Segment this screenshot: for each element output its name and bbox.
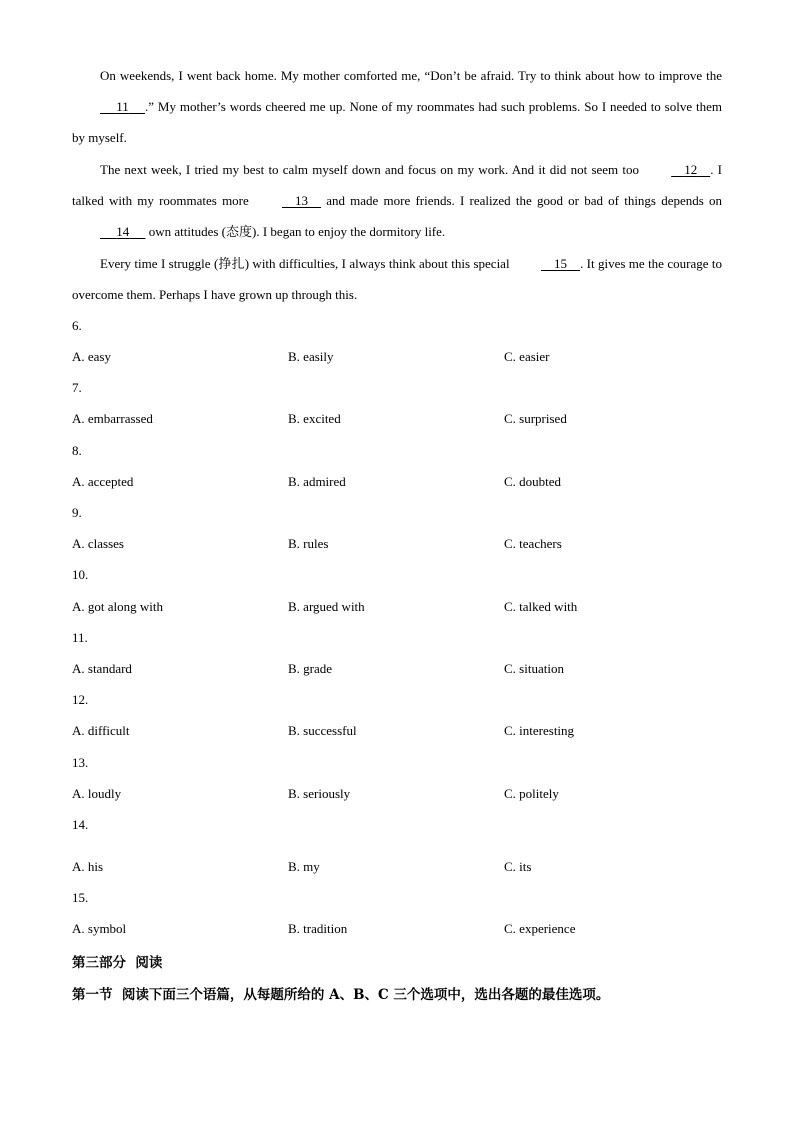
option-c[interactable]: C. experience xyxy=(504,921,576,936)
option-c[interactable]: C. doubted xyxy=(504,474,562,489)
question-number: 8. xyxy=(72,443,82,458)
option-a[interactable]: A. difficult xyxy=(72,723,130,738)
option-a[interactable]: A. his xyxy=(72,859,104,874)
option-a[interactable]: A. easy xyxy=(72,349,111,364)
blank-11[interactable]: 11 xyxy=(116,99,129,115)
passage-paragraph-2 xyxy=(72,154,722,248)
paragraph-text: On weekends, I went back home. My mother comforted me, “Don’t be afraid. Try to think about how to improve the xyxy=(100,68,722,83)
paragraph-text: Every time I struggle (挣扎) with difficulties, I always think about this special xyxy=(100,256,513,271)
option-c[interactable]: C. politely xyxy=(504,786,559,801)
option-b[interactable]: B. rules xyxy=(288,536,329,551)
option-a[interactable]: A. got along with xyxy=(72,599,163,614)
option-b[interactable]: B. excited xyxy=(288,411,341,426)
option-c[interactable]: C. surprised xyxy=(504,411,567,426)
option-b[interactable]: B. admired xyxy=(288,474,346,489)
paragraph-text: own attitudes (态度). I began to enjoy the dormitory life. xyxy=(145,224,446,240)
paragraph-text: .” My mother’s words cheered me up. None of my roommates had such problems. So I needed to solve them by myself. xyxy=(72,99,722,146)
option-b[interactable]: B. seriously xyxy=(288,786,351,801)
paragraph-text: The next week, I tried my best to calm myself down and focus on my work. And it did not seem too xyxy=(100,162,644,177)
option-a[interactable]: A. embarrassed xyxy=(72,411,153,426)
question-number: 14. xyxy=(72,817,89,832)
question-number: 13. xyxy=(72,755,89,770)
paragraph-text: . It gives me the courage to overcome them. Perhaps I have grown up through this. xyxy=(72,256,722,303)
section-title: 第三部分 阅读 xyxy=(72,955,163,971)
paragraph-text: and made more friends. I realized the good or bad of things depends on xyxy=(321,193,723,209)
passage-paragraph-1 xyxy=(72,60,722,154)
option-c[interactable]: C. its xyxy=(504,859,532,874)
option-b[interactable]: B. argued with xyxy=(288,599,365,614)
option-b[interactable]: B. successful xyxy=(288,723,357,738)
question-number: 12. xyxy=(72,692,89,707)
blank-12[interactable]: 12 xyxy=(684,162,698,177)
option-a[interactable]: A. classes xyxy=(72,536,124,551)
option-c[interactable]: C. interesting xyxy=(504,723,575,738)
question-number: 15. xyxy=(72,890,89,905)
option-a[interactable]: A. accepted xyxy=(72,474,134,489)
option-b[interactable]: B. grade xyxy=(288,661,333,676)
option-c[interactable]: C. easier xyxy=(504,349,550,364)
paragraph-text: . I talked with my roommates more xyxy=(72,162,722,209)
blank-14[interactable]: 14 xyxy=(116,224,130,240)
option-c[interactable]: C. teachers xyxy=(504,536,562,551)
question-number: 10. xyxy=(72,567,89,582)
passage-paragraph-3 xyxy=(72,248,722,310)
option-b[interactable]: B. my xyxy=(288,859,320,874)
option-c[interactable]: C. talked with xyxy=(504,599,578,614)
question-number: 6. xyxy=(72,318,82,333)
section-instruction: 第一节 阅读下面三个语篇，从每题所给的 A、B、C 三个选项中，选出各题的最佳选项。 xyxy=(72,987,610,1003)
option-a[interactable]: A. loudly xyxy=(72,786,122,801)
option-b[interactable]: B. tradition xyxy=(288,921,348,936)
option-a[interactable]: A. standard xyxy=(72,661,132,676)
blank-15[interactable]: 15 xyxy=(553,256,567,271)
question-number: 7. xyxy=(72,380,82,395)
option-b[interactable]: B. easily xyxy=(288,349,334,364)
option-a[interactable]: A. symbol xyxy=(72,921,127,936)
question-number: 11. xyxy=(72,630,88,645)
blank-13[interactable]: 13 xyxy=(295,193,308,209)
question-number: 9. xyxy=(72,505,82,520)
option-c[interactable]: C. situation xyxy=(504,661,564,676)
